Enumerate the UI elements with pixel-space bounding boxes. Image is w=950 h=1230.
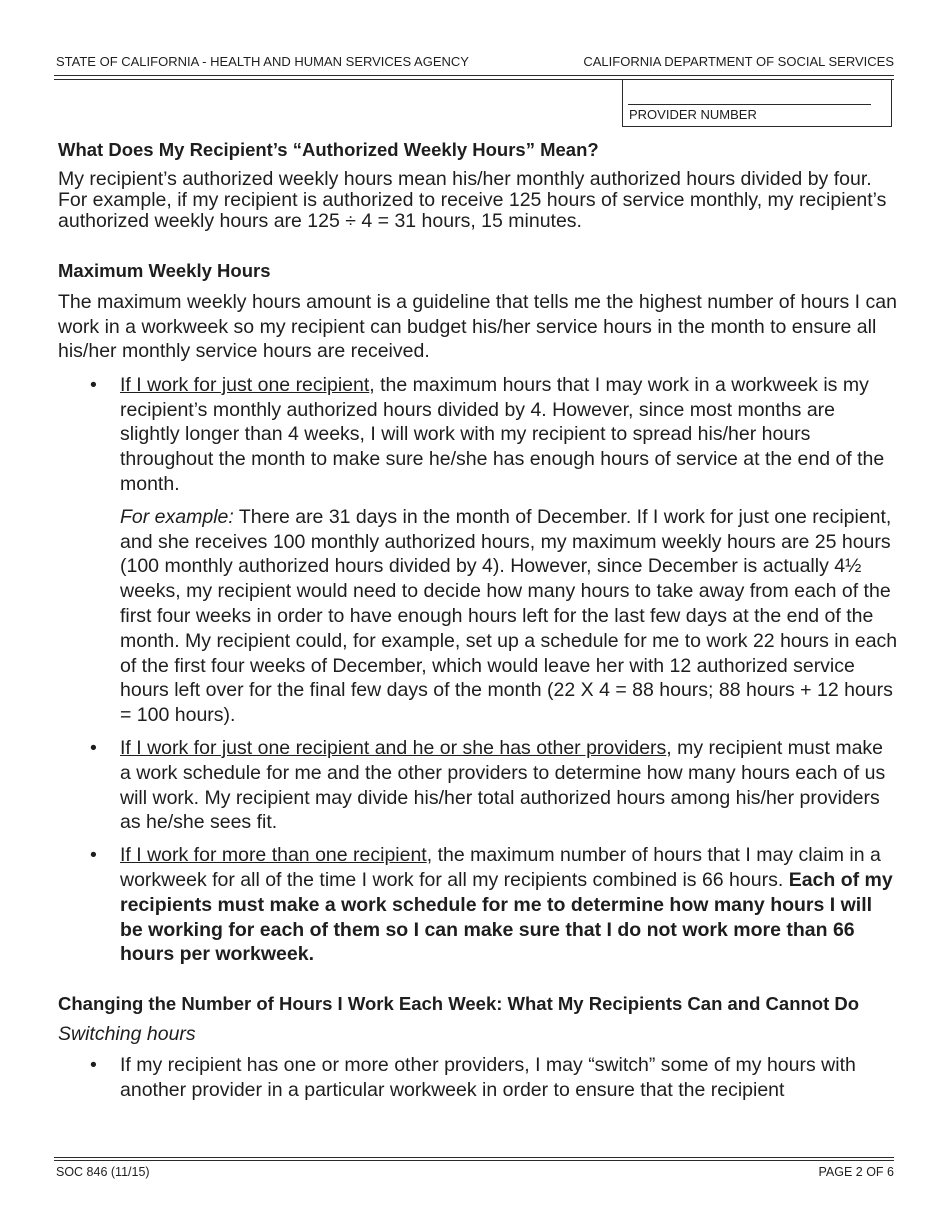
list-item — [58, 843, 898, 967]
maximum-weekly-hours-intro: The maximum weekly hours amount is a guideline that tells me the highest number of hours I can work in a workweek so my recipient can budget his/her service hours in the month to ensure all his/her monthly service hours are received. — [58, 291, 897, 363]
list-item — [58, 1053, 898, 1103]
footer-rule-top — [54, 1157, 894, 1158]
provider-number-line — [628, 104, 871, 105]
bullet-bold-text: Each of my recipients must make a work schedule for me to determine how many hours I will be working for each of them so I can make sure that I do not work more than 66 hours per workweek. — [120, 868, 893, 966]
section-heading-changing-hours: Changing the Number of Hours I Work Each Week: What My Recipients Can and Cannot Do — [58, 993, 860, 1015]
bullet-lead: If I work for more than one recipient — [120, 844, 427, 867]
form-id: SOC 846 (11/15) — [56, 1165, 150, 1179]
bullet-icon: • — [90, 1054, 97, 1077]
department-name: CALIFORNIA DEPARTMENT OF SOCIAL SERVICES — [583, 54, 894, 69]
bullet-lead: If I work for just one recipient — [120, 373, 370, 396]
bullet-text: , the maximum hours that I may work in a workweek is my recipient’s monthly authorized hours divided by 4. However, since most months are slightly longer than 4 weeks, I will work with my recipient to spread his/her hours throughout the month to make sure he/she has enough hours of service at the end of the month. — [120, 373, 885, 495]
bullet-text: , my recipient must make a work schedule for me and the other providers to determine how many hours each of us will work. My recipient may divide his/her total authorized hours among his/her providers as he/she sees fit. — [120, 736, 886, 834]
bullet-text: If my recipient has one or more other providers, I may “switch” some of my hours with another provider in a particular workweek in order to ensure that the recipient — [120, 1054, 856, 1101]
page-number: PAGE 2 OF 6 — [818, 1165, 894, 1179]
section-heading-maximum-weekly-hours: Maximum Weekly Hours — [58, 260, 271, 281]
footer-rule-bottom — [54, 1160, 894, 1161]
provider-number-box[interactable] — [622, 79, 892, 127]
authorized-weekly-hours-paragraph: My recipient’s authorized weekly hours mean his/her monthly authorized hours divided by four. For example, if my recipient is authorized to receive 125 hours of service monthly, my recipient’s authorized weekly hours are 125 ÷ 4 = 31 hours, 15 minutes. — [58, 168, 887, 232]
example-lead: For example: — [120, 505, 234, 528]
bullet-text: , the maximum number of hours that I may claim in a workweek for all of the time I work for all my recipients combined is 66 hours. — [120, 844, 881, 891]
agency-name: STATE OF CALIFORNIA - HEALTH AND HUMAN SERVICES AGENCY — [56, 54, 469, 69]
page-content — [58, 138, 898, 1103]
maximum-hours-bullet-list-continued — [58, 736, 898, 967]
switching-hours-bullet-list — [58, 1053, 898, 1103]
list-item — [58, 736, 898, 835]
provider-number-label: PROVIDER NUMBER — [629, 107, 757, 122]
subheading-switching-hours: Switching hours — [58, 1023, 196, 1046]
bullet-icon: • — [90, 736, 97, 759]
list-item — [58, 373, 898, 497]
header-rule-top — [54, 75, 894, 76]
maximum-hours-bullet-list — [58, 373, 898, 497]
section-heading-authorized-weekly-hours: What Does My Recipient’s “Authorized Weekly Hours” Mean? — [58, 139, 599, 160]
bullet-icon: • — [90, 844, 97, 867]
example-paragraph — [58, 505, 898, 728]
example-text: There are 31 days in the month of December. If I work for just one recipient, and she receives 100 monthly authorized hours, my maximum weekly hours are 25 hours (100 monthly authorized hours divided by 4). However, since December is actually 4½ weeks, my recipient would need to decide how many hours to take away from each of the first four weeks in order to have enough hours left for the last few days at the end of the month. My recipient could, for example, set up a schedule for me to work 22 hours in each of the first four weeks of December, which would leave her with 12 authorized service hours left over for the final few days of the month (22 X 4 = 88 hours; 88 hours + 12 hours = 100 hours). — [120, 505, 898, 727]
bullet-lead: If I work for just one recipient and he or she has other providers — [120, 736, 667, 759]
bullet-icon: • — [90, 373, 97, 396]
